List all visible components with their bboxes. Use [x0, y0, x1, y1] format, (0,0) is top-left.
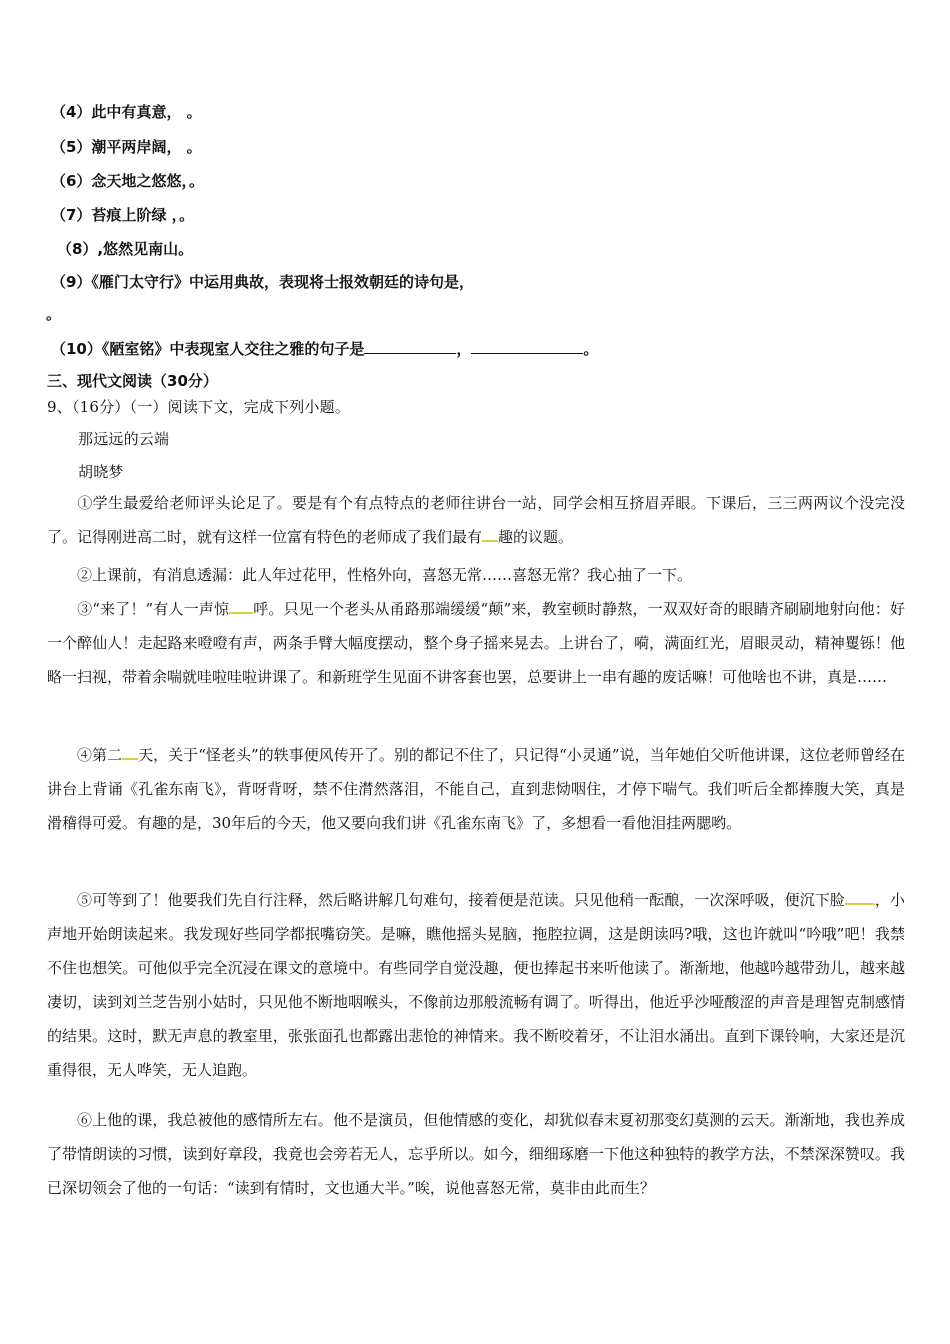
paragraph-5: [47, 883, 905, 1087]
question-9: （9）《雁门太守行》中运用典故，表现将士报效朝廷的诗句是，: [51, 273, 474, 291]
paragraph-3-text-a: ③“来了！”有人一声惊: [77, 600, 230, 618]
paragraph-4: [47, 738, 905, 840]
paragraph-1: [47, 486, 905, 554]
paragraph-4-text-b: 天，关于“怪老头”的轶事便风传开了。别的都记不住了，只记得“小灵通”说，当年她伯父听他讲课，这位老师曾经在讲台上背诵《孔雀东南飞》，背呀背呀，禁不住潸然落泪，不能自己，直到悲恸咽住，才停下喘气。我们听后全都捧腹大笑，真是滑稽得可爱。有趣的是，30年后的今天，他又要向我们讲《孔雀东南飞》了，多想看一看他泪挂两腮哟。: [47, 746, 905, 832]
paragraph-3-text-b: 呼。只见一个老头从甬路那端缓缓“颠”来，教室顿时静熬，一双双好奇的眼睛齐刷刷地射向他：好一个醉仙人！走起路来噔噔有声，两条手臂大幅度摆动，整个身子摇来晃去。上讲台了，嗬，满面红光，眉眼灵动，精神矍铄！他略一扫视，带着余喘就哇啦哇啦讲课了。和新班学生见面不讲客套也罢，总要讲上一串有趣的废话嘛！可他啥也不讲，真是……: [47, 600, 905, 686]
paragraph-6: [47, 1103, 905, 1205]
answer-mark[interactable]: [845, 893, 875, 905]
question-10-prefix: （10）《陋室铭》中表现室人交往之雅的句子是: [51, 340, 365, 358]
question-10: [51, 338, 598, 359]
answer-mark[interactable]: [482, 530, 498, 542]
question-9-end: 。: [46, 305, 62, 323]
question-6: （6）念天地之悠悠，。: [51, 172, 204, 190]
paragraph-2-text: ②上课前，有消息透漏：此人年过花甲，性格外向，喜怒无常……喜怒无常？我心抽了一下。: [77, 566, 693, 584]
question-10-end: 。: [583, 340, 599, 358]
answer-mark[interactable]: [122, 748, 138, 760]
paragraph-3: [47, 592, 905, 694]
article-title: 那远远的云端: [78, 430, 170, 448]
paragraph-2: [47, 558, 905, 592]
question-5: （5）潮平两岸阔， 。: [51, 138, 202, 156]
section-title: 三、现代文阅读（30分）: [47, 372, 218, 390]
question-7: （7）苔痕上阶绿 ，。: [51, 206, 195, 224]
author: 胡晓梦: [78, 463, 124, 481]
question-10-comma: ，: [456, 340, 472, 358]
answer-blank-1[interactable]: [364, 339, 456, 354]
paragraph-1-text-a: ①学生最爱给老师评头论足了。要是有个有点特点的老师往讲台一站，同学会相互挤眉弄眼。下课后，三三两两议个没完没了。记得刚进高二时，就有这样一位富有特色的老师成了我们最有: [47, 494, 905, 546]
answer-blank-2[interactable]: [471, 339, 583, 354]
question-4: （4）此中有真意， 。: [51, 103, 202, 121]
question-8: （8）,悠然见南山。: [57, 240, 194, 258]
paragraph-4-text-a: ④第二: [77, 746, 123, 764]
paragraph-5-text-a: ⑤可等到了！他要我们先自行注释，然后略讲解几句难句，接着便是范读。只见他稍一酝酿，一次深呼吸，便沉下脸: [77, 891, 845, 909]
paragraph-6-text: ⑥上他的课，我总被他的感情所左右。他不是演员，但他情感的变化，却犹似春末夏初那变幻莫测的云天。渐渐地，我也养成了带情朗读的习惯，读到好章段，我竟也会旁若无人，忘乎所以。如今，细细琢磨一下他这种独特的教学方法，不禁深深赞叹。我已深切领会了他的一句话：“读到有情时，文也通大半。”唉，说他喜怒无常，莫非由此而生？: [47, 1111, 905, 1197]
paragraph-5-text-b: ，小声地开始朗读起来。我发现好些同学都抿嘴窃笑。是嘛，瞧他摇头晃脑，拖腔拉调，这是朗读吗?哦，这也许就叫“吟哦”吧！我禁不住也想笑。可他似乎完全沉浸在课文的意境中。有些同学自觉没趣，便也捧起书来听他读了。渐渐地，他越吟越带劲儿，越来越凄切，读到刘兰芝告别小姑时，只见他不断地咽喉头，不像前边那般流畅有调了。听得出，他近乎沙哑酸涩的声音是理智克制感情的结果。这时，默无声息的教室里，张张面孔也都露出悲怆的神情来。我不断咬着牙，不让泪水涌出。直到下课铃响，大家还是沉重得很，无人哗笑，无人追跑。: [47, 891, 905, 1079]
question-intro: 9、（16分）（一）阅读下文，完成下列小题。: [47, 398, 351, 416]
answer-mark[interactable]: [229, 602, 253, 614]
paragraph-1-text-b: 趣的议题。: [498, 528, 574, 546]
